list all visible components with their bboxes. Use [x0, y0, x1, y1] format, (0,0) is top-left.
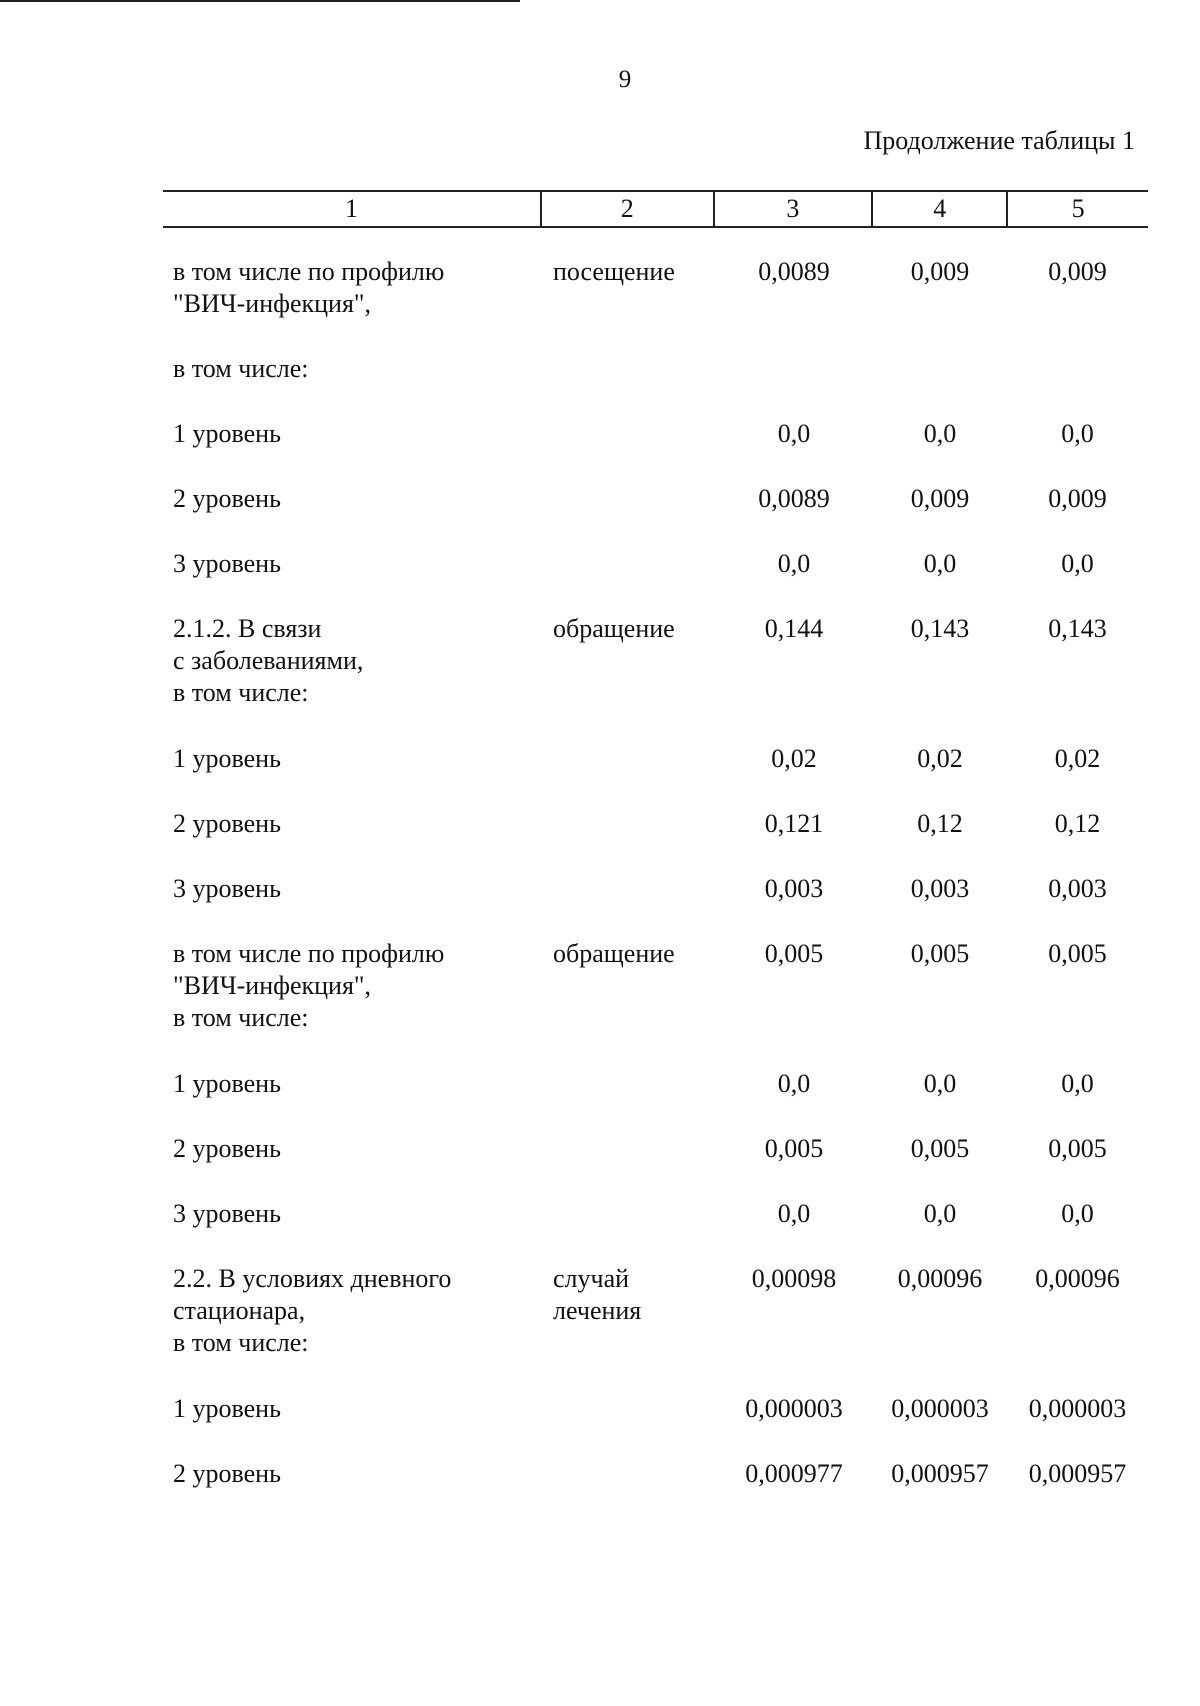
table-row [163, 938, 1148, 1034]
row-name: 2 уровень [173, 1134, 281, 1163]
table-row [163, 1458, 1148, 1490]
row-unit [543, 418, 715, 450]
row-value-4: 0,0 [923, 1199, 957, 1228]
row-value-5: 0,0 [1061, 419, 1094, 448]
header-col-2: 2 [542, 192, 715, 226]
row-value-3: 0,0089 [758, 484, 830, 513]
row-value-4: 0,009 [910, 257, 970, 286]
row-name: 2.2. В условиях дневного стационара, в том числе: [173, 1264, 452, 1357]
row-value-4: 0,005 [910, 1134, 970, 1163]
row-value-4: 0,005 [910, 939, 970, 968]
row-unit [543, 1133, 715, 1165]
row-name: 1 уровень [173, 1069, 281, 1098]
row-value-3: 0,121 [764, 809, 824, 838]
header-col-5: 5 [1071, 194, 1085, 223]
row-name: 3 уровень [173, 549, 281, 578]
row-value-5: 0,009 [1048, 257, 1107, 286]
row-name: 2 уровень [173, 809, 281, 838]
row-name: 2 уровень [173, 484, 281, 513]
table-row [163, 808, 1148, 840]
row-name: в том числе по профилю "ВИЧ-инфекция", [173, 257, 445, 318]
row-value-5: 0,003 [1048, 874, 1107, 903]
header-col-4: 4 [873, 192, 1008, 226]
row-value-3: 0,0 [777, 1069, 811, 1098]
table-row [163, 873, 1148, 905]
row-value-5: 0,009 [1048, 484, 1107, 513]
row-unit [543, 1198, 715, 1230]
row-value-3: 0,00098 [751, 1264, 837, 1293]
row-value-3: 0,0 [777, 549, 811, 578]
row-name: 3 уровень [173, 1199, 281, 1228]
table-row [163, 1393, 1148, 1425]
row-value-4: 0,143 [910, 614, 970, 643]
row-value-5: 0,02 [1054, 744, 1101, 773]
row-unit [543, 1458, 715, 1490]
table-row [163, 353, 1148, 385]
row-name: 3 уровень [173, 874, 281, 903]
row-value-3: 0,000977 [745, 1459, 843, 1488]
row-value-3: 0,02 [771, 744, 817, 773]
row-name: 1 уровень [173, 744, 281, 773]
row-unit [543, 548, 715, 580]
row-value-4: 0,009 [910, 484, 970, 513]
row-name: в том числе: [173, 354, 309, 383]
row-unit: обращение [553, 614, 675, 643]
table-row [163, 743, 1148, 775]
row-value-3 [715, 353, 873, 385]
table-row [163, 613, 1148, 709]
table-row [163, 1068, 1148, 1100]
row-value-3: 0,0 [777, 419, 811, 448]
scan-edge-line [0, 0, 520, 2]
table-continuation-label: Продолжение таблицы 1 [863, 126, 1135, 155]
row-value-5: 0,005 [1048, 939, 1107, 968]
row-unit: посещение [553, 257, 675, 286]
row-value-5: 0,00096 [1035, 1264, 1120, 1293]
row-value-3: 0,000003 [745, 1394, 843, 1423]
row-value-5: 0,000003 [1028, 1394, 1127, 1423]
row-unit [543, 873, 715, 905]
table-row [163, 1198, 1148, 1230]
row-value-5: 0,005 [1048, 1134, 1107, 1163]
row-value-3: 0,005 [764, 1134, 824, 1163]
row-value-5: 0,0 [1061, 1069, 1094, 1098]
row-value-4: 0,000957 [891, 1459, 989, 1488]
table-row [163, 483, 1148, 515]
row-value-3: 0,0 [777, 1199, 811, 1228]
row-unit [543, 808, 715, 840]
row-value-5: 0,12 [1054, 809, 1101, 838]
row-value-4 [873, 353, 1007, 385]
row-value-4: 0,000003 [891, 1394, 989, 1423]
row-unit [543, 353, 715, 385]
table-row [163, 1263, 1148, 1359]
row-value-3: 0,144 [764, 614, 824, 643]
page-number: 9 [618, 66, 632, 93]
row-value-5: 0,000957 [1028, 1459, 1127, 1488]
row-unit: обращение [553, 939, 675, 968]
row-value-4: 0,0 [923, 549, 957, 578]
table-row [163, 1133, 1148, 1165]
table-row [163, 418, 1148, 450]
row-name: 1 уровень [173, 419, 281, 448]
row-name: 2.1.2. В связи с заболеваниями, в том числе: [173, 614, 364, 707]
row-value-3: 0,005 [764, 939, 824, 968]
row-unit [543, 1068, 715, 1100]
row-value-4: 0,0 [923, 419, 957, 448]
row-name: 1 уровень [173, 1394, 281, 1423]
row-name: 2 уровень [173, 1459, 281, 1488]
row-value-4: 0,0 [923, 1069, 957, 1098]
row-value-4: 0,003 [910, 874, 970, 903]
row-unit: случай лечения [553, 1264, 642, 1325]
row-unit [543, 743, 715, 775]
row-name: в том числе по профилю "ВИЧ-инфекция", в том числе: [173, 939, 445, 1032]
table-row [163, 256, 1148, 320]
row-value-5: 0,0 [1061, 549, 1094, 578]
table-header [163, 190, 1148, 228]
row-value-3: 0,0089 [758, 257, 830, 286]
row-value-4: 0,00096 [897, 1264, 983, 1293]
row-value-3: 0,003 [764, 874, 824, 903]
row-value-5: 0,0 [1061, 1199, 1094, 1228]
header-col-3: 3 [715, 192, 874, 226]
row-value-4: 0,02 [917, 744, 963, 773]
row-value-5 [1007, 353, 1148, 385]
row-value-5: 0,143 [1048, 614, 1107, 643]
row-value-4: 0,12 [917, 809, 963, 838]
row-unit [543, 483, 715, 515]
table-row [163, 548, 1148, 580]
header-col-1: 1 [163, 192, 542, 226]
row-unit [543, 1393, 715, 1425]
